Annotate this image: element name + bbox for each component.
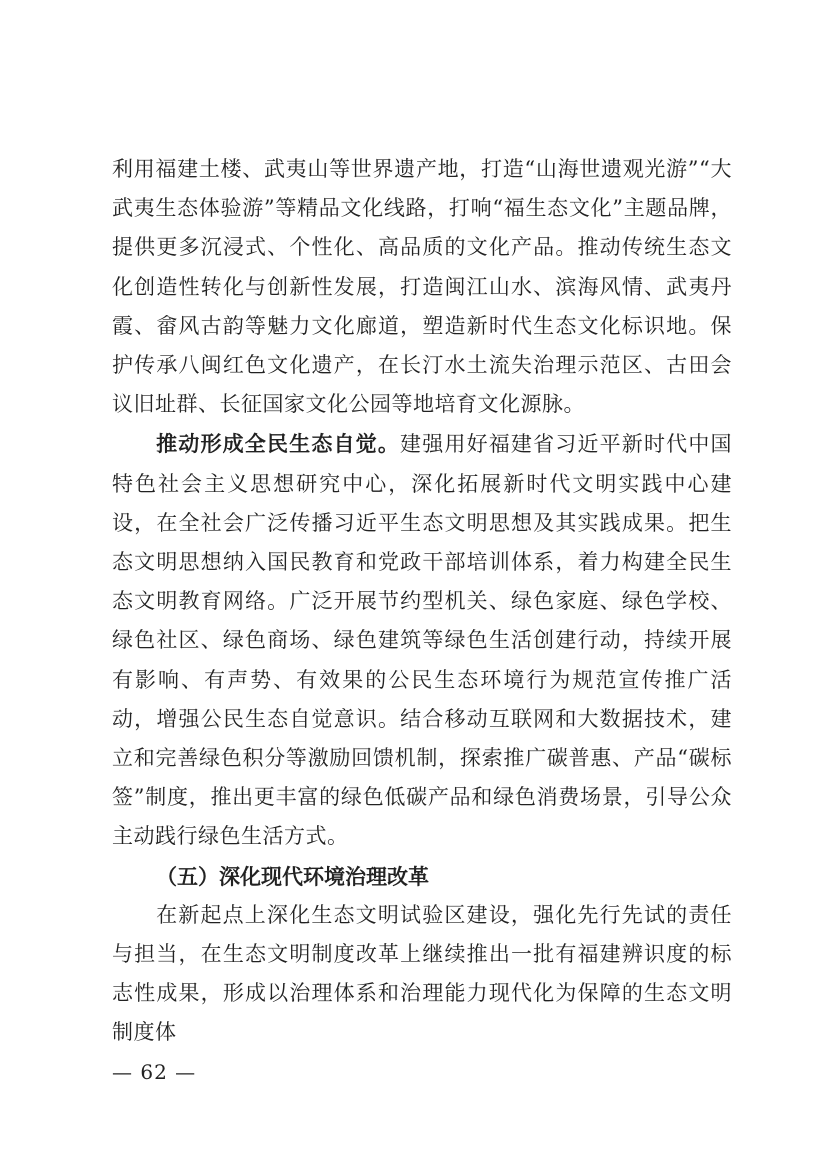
- paragraph-body-text: 建强用好福建省习近平新时代中国特色社会主义思想研究中心，深化拓展新时代文明实践中心建设，在全社会广泛传播习近平生态文明思想及其实践成果。把生态文明思想纳入国民教育和党政干部培训体系，着力构建全民生态文明教育网络。广泛开展节约型机关、绿色家庭、绿色学校、绿色社区、绿色商场、绿色建筑等绿色生活创建行动，持续开展有影响、有声势、有效果的公民生态环境行为规范宣传推广活动，增强公民生态自觉意识。结合移动互联网和大数据技术，建立和完善绿色积分等激励回馈机制，探索推广碳普惠、产品“碳标签”制度，推出更丰富的绿色低碳产品和绿色消费场景，引导公众主动践行绿色生活方式。: [112, 432, 733, 849]
- document-body: [112, 150, 732, 1053]
- section-heading: （五）深化现代环境治理改革: [156, 863, 429, 889]
- paragraph-ecological-awareness: [112, 424, 732, 856]
- paragraph-lead-heading: 推动形成全民生态自觉。: [156, 431, 401, 457]
- paragraph-governance-reform: 在新起点上深化生态文明试验区建设，强化先行先试的责任与担当，在生态文明制度改革上继续推出一批有福建辨识度的标志性成果，形成以治理体系和治理能力现代化为保障的生态文明制度体: [112, 902, 732, 1045]
- page-number: — 62 —: [112, 1060, 197, 1084]
- paragraph-cultural-routes: 利用福建土楼、武夷山等世界遗产地，打造“山海世遗观光游”“大武夷生态体验游”等精品文化线路，打响“福生态文化”主题品牌，提供更多沉浸式、个性化、高品质的文化产品。推动传统生态文化创造性转化与创新性发展，打造闽江山水、滨海风情、武夷丹霞、畲风古韵等魅力文化廊道，塑造新时代生态文化标识地。保护传承八闽红色文化遗产，在长汀水土流失治理示范区、古田会议旧址群、长征国家文化公园等地培育文化源脉。: [112, 157, 732, 417]
